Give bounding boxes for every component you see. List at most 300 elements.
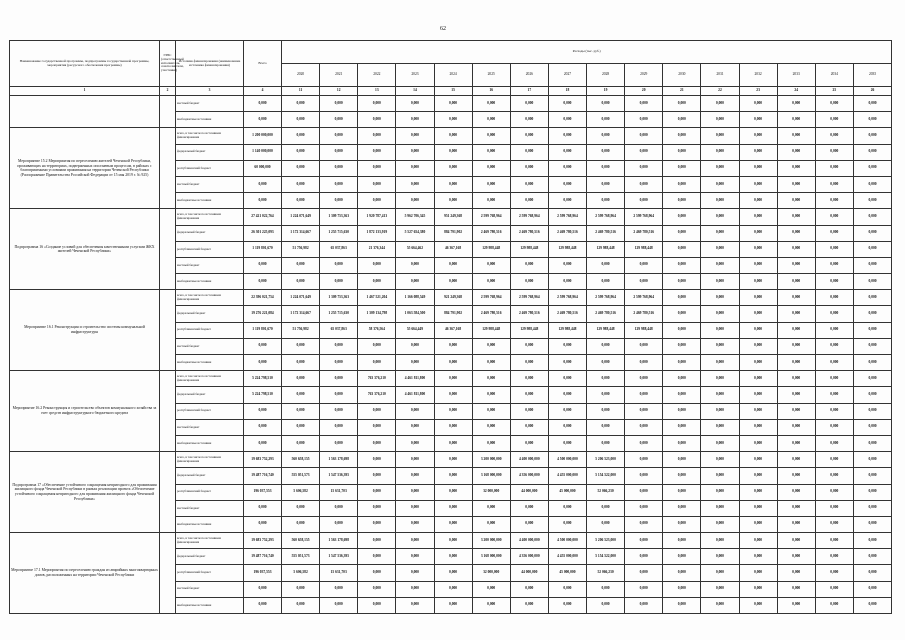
table-row (10, 452, 892, 468)
value-cell: 2 599 768,964 (510, 290, 548, 306)
value-cell: 0,000 (358, 355, 396, 371)
value-cell: 0,000 (663, 500, 701, 516)
table-row (10, 290, 892, 306)
value-cell: 0,000 (358, 581, 396, 597)
index-cell: 14 (396, 87, 434, 96)
value-cell: 0,000 (701, 516, 739, 532)
value-cell: 0,000 (510, 387, 548, 403)
value-cell: 0,000 (777, 225, 815, 241)
value-cell: 0,000 (739, 452, 777, 468)
value-cell: 0,000 (510, 403, 548, 419)
value-cell: 4 500 000,000 (548, 452, 586, 468)
total-cell: 0,000 (244, 193, 282, 209)
total-cell: 19 683 752,293 (244, 452, 282, 468)
source-cell: всего, в том числе по источникам финансирования (176, 290, 244, 306)
value-cell: 1 309 753,363 (320, 209, 358, 225)
value-cell: 2 469 780,516 (625, 306, 663, 322)
source-cell: федеральный бюджет (176, 306, 244, 322)
total-cell: 0,000 (244, 274, 282, 290)
value-cell: 0,000 (739, 193, 777, 209)
value-cell: 0,000 (739, 581, 777, 597)
value-cell: 0,000 (701, 257, 739, 273)
value-cell: 1 309 134,798 (358, 306, 396, 322)
value-cell: 2 599 768,964 (510, 209, 548, 225)
source-cell: федеральный бюджет (176, 144, 244, 160)
value-cell: 0,000 (510, 257, 548, 273)
value-cell: 0,000 (663, 403, 701, 419)
value-cell: 0,000 (434, 500, 472, 516)
value-cell: 129 988,448 (548, 322, 586, 338)
value-cell: 0,000 (434, 176, 472, 192)
value-cell: 0,000 (587, 160, 625, 176)
value-cell: 0,000 (663, 371, 701, 387)
year-header: 2034 (815, 64, 853, 87)
header-source: Источник финансирования (наименование источника финансирования) (176, 41, 244, 87)
value-cell: 0,000 (739, 160, 777, 176)
value-cell: 0,000 (853, 355, 891, 371)
value-cell: 0,000 (358, 193, 396, 209)
value-cell: 0,000 (434, 387, 472, 403)
total-cell: 5 224 798,510 (244, 371, 282, 387)
value-cell: 0,000 (625, 403, 663, 419)
value-cell: 0,000 (548, 516, 586, 532)
value-cell: 0,000 (701, 403, 739, 419)
value-cell: 0,000 (282, 435, 320, 451)
total-cell: 19 487 716,740 (244, 468, 282, 484)
value-cell: 0,000 (396, 257, 434, 273)
value-cell: 0,000 (853, 581, 891, 597)
program-name: Подпрограмма 17 «Обеспечение устойчивого сокращения непригодного для проживания жилищного фонда Чеченской Республики в рамках реализации проекта «Обеспечение устойчивого сокращения непригодного для проживания жилищного фонда Чеченской Республики» (10, 452, 160, 533)
value-cell: 0,000 (663, 128, 701, 144)
value-cell: 0,000 (434, 516, 472, 532)
value-cell: 51 756,982 (282, 241, 320, 257)
value-cell: 0,000 (777, 565, 815, 581)
value-cell: 0,000 (472, 435, 510, 451)
value-cell: 0,000 (739, 549, 777, 565)
value-cell: 0,000 (815, 371, 853, 387)
table-row (10, 209, 892, 225)
value-cell: 0,000 (396, 516, 434, 532)
page-number: 62 (440, 26, 446, 32)
value-cell: 1 255 715,630 (320, 306, 358, 322)
value-cell: 0,000 (358, 516, 396, 532)
value-cell: 0,000 (587, 112, 625, 128)
value-cell: 0,000 (396, 549, 434, 565)
value-cell: 0,000 (625, 371, 663, 387)
index-cell: 16 (472, 87, 510, 96)
value-cell: 0,000 (853, 549, 891, 565)
program-name: Мероприятие 15.2 Мероприятия по переселению жителей Чеченской Республики, проживающих на территориях, подверженных оползневым процессам, в районах с благоприятными условиями проживания на территории Чеченской Республики (Распоряжение Правительства Российской Федерации от 15 мая 2019 г. № 925) (10, 128, 160, 209)
value-cell: 0,000 (358, 435, 396, 451)
value-cell: 0,000 (815, 257, 853, 273)
value-cell: 0,000 (739, 144, 777, 160)
value-cell: 0,000 (663, 306, 701, 322)
value-cell: 4 400 000,000 (510, 452, 548, 468)
value-cell: 0,000 (358, 144, 396, 160)
value-cell: 0,000 (815, 581, 853, 597)
value-cell: 0,000 (663, 581, 701, 597)
value-cell: 0,000 (815, 468, 853, 484)
value-cell: 0,000 (815, 533, 853, 549)
value-cell: 0,000 (739, 257, 777, 273)
value-cell: 15 631,703 (320, 565, 358, 581)
value-cell: 0,000 (472, 500, 510, 516)
value-cell: 0,000 (777, 581, 815, 597)
value-cell: 0,000 (434, 549, 472, 565)
value-cell: 0,000 (739, 597, 777, 613)
value-cell: 55 664,462 (396, 241, 434, 257)
value-cell: 0,000 (548, 160, 586, 176)
value-cell: 0,000 (396, 112, 434, 128)
value-cell: 0,000 (625, 387, 663, 403)
value-cell: 0,000 (282, 387, 320, 403)
value-cell: 0,000 (282, 403, 320, 419)
index-cell: 21 (663, 87, 701, 96)
value-cell: 129 988,448 (510, 322, 548, 338)
value-cell: 129 988,448 (587, 322, 625, 338)
value-cell: 0,000 (739, 355, 777, 371)
value-cell: 2 599 768,964 (472, 209, 510, 225)
value-cell: 0,000 (853, 160, 891, 176)
value-cell: 0,000 (320, 274, 358, 290)
value-cell: 0,000 (358, 597, 396, 613)
total-cell: 22 396 021,754 (244, 290, 282, 306)
value-cell: 2 599 768,964 (625, 209, 663, 225)
total-cell: 0,000 (244, 355, 282, 371)
gbs-cell (160, 290, 176, 371)
value-cell: 0,000 (472, 355, 510, 371)
index-cell: 22 (701, 87, 739, 96)
year-header: 2035 (853, 64, 891, 87)
value-cell: 0,000 (434, 112, 472, 128)
value-cell: 0,000 (777, 435, 815, 451)
source-cell: всего, в том числе по источникам финансирования (176, 533, 244, 549)
value-cell: 45 000,000 (548, 484, 586, 500)
value-cell: 0,000 (510, 112, 548, 128)
value-cell: 0,000 (472, 176, 510, 192)
value-cell: 0,000 (663, 516, 701, 532)
value-cell: 0,000 (282, 419, 320, 435)
value-cell: 0,000 (320, 176, 358, 192)
index-cell: 19 (587, 87, 625, 96)
value-cell: 0,000 (853, 597, 891, 613)
source-cell: всего, в том числе по источникам финансирования (176, 128, 244, 144)
value-cell: 15 631,703 (320, 484, 358, 500)
value-cell: 0,000 (472, 160, 510, 176)
value-cell: 0,000 (853, 435, 891, 451)
value-cell: 0,000 (853, 387, 891, 403)
value-cell: 45 000,000 (548, 565, 586, 581)
value-cell: 0,000 (853, 565, 891, 581)
total-cell: 5 224 798,510 (244, 387, 282, 403)
value-cell: 4 461 811,800 (396, 387, 434, 403)
value-cell: 0,000 (777, 193, 815, 209)
value-cell: 0,000 (472, 274, 510, 290)
value-cell: 5 527 654,380 (396, 225, 434, 241)
program-name (10, 96, 160, 128)
value-cell: 0,000 (282, 500, 320, 516)
value-cell: 0,000 (625, 452, 663, 468)
year-header: 2025 (472, 64, 510, 87)
value-cell: 0,000 (587, 597, 625, 613)
value-cell: 951 249,368 (434, 209, 472, 225)
value-cell: 32 000,000 (472, 565, 510, 581)
value-cell: 0,000 (815, 209, 853, 225)
program-name: Мероприятие 16.2 Реконструкция и строительство объектов коммунального хозяйства за счет средств инфраструктурного бюджетного кредита (10, 371, 160, 452)
value-cell: 0,000 (739, 274, 777, 290)
value-cell: 0,000 (701, 371, 739, 387)
value-cell: 1 920 787,413 (358, 209, 396, 225)
value-cell: 0,000 (282, 96, 320, 112)
value-cell: 0,000 (625, 516, 663, 532)
value-cell: 52 066,230 (587, 484, 625, 500)
value-cell: 0,000 (510, 516, 548, 532)
total-cell: 196 037,553 (244, 565, 282, 581)
value-cell: 0,000 (853, 257, 891, 273)
value-cell: 0,000 (739, 435, 777, 451)
value-cell: 0,000 (434, 565, 472, 581)
index-cell: 2 (160, 87, 176, 96)
program-name: Мероприятие 17.1 Мероприятия по переселению граждан из аварийных многоквартирных домов, расположенных на территории Чеченской Республики (10, 533, 160, 614)
value-cell: 0,000 (663, 452, 701, 468)
value-cell: 0,000 (434, 419, 472, 435)
value-cell: 0,000 (853, 112, 891, 128)
value-cell: 0,000 (853, 290, 891, 306)
value-cell: 0,000 (701, 225, 739, 241)
total-cell: 0,000 (244, 419, 282, 435)
year-header: 2026 (510, 64, 548, 87)
value-cell: 0,000 (396, 144, 434, 160)
value-cell: 1 309 753,363 (320, 290, 358, 306)
value-cell: 0,000 (739, 565, 777, 581)
value-cell: 0,000 (396, 160, 434, 176)
value-cell: 0,000 (739, 533, 777, 549)
value-cell: 0,000 (396, 128, 434, 144)
year-header: 2023 (396, 64, 434, 87)
value-cell: 0,000 (815, 112, 853, 128)
source-cell: местный бюджет (176, 96, 244, 112)
value-cell: 0,000 (625, 257, 663, 273)
source-cell: местный бюджет (176, 257, 244, 273)
value-cell: 4 455 000,000 (548, 468, 586, 484)
total-cell: 19 487 716,740 (244, 549, 282, 565)
value-cell: 2 469 780,516 (510, 306, 548, 322)
total-cell: 27 421 022,764 (244, 209, 282, 225)
value-cell: 0,000 (701, 128, 739, 144)
total-cell: 0,000 (244, 257, 282, 273)
index-row (10, 87, 892, 96)
value-cell: 0,000 (434, 144, 472, 160)
value-cell: 65 037,863 (320, 322, 358, 338)
value-cell: 560 658,155 (282, 533, 320, 549)
value-cell: 0,000 (358, 96, 396, 112)
value-cell: 0,000 (701, 96, 739, 112)
value-cell: 921 249,368 (434, 290, 472, 306)
value-cell: 0,000 (625, 274, 663, 290)
value-cell: 0,000 (548, 144, 586, 160)
value-cell: 0,000 (396, 96, 434, 112)
total-cell: 1 119 801,670 (244, 241, 282, 257)
source-cell: местный бюджет (176, 581, 244, 597)
year-header: 2033 (777, 64, 815, 87)
value-cell: 0,000 (320, 144, 358, 160)
value-cell: 0,000 (396, 176, 434, 192)
value-cell: 0,000 (701, 241, 739, 257)
value-cell: 0,000 (701, 160, 739, 176)
value-cell: 0,000 (434, 128, 472, 144)
source-cell: местный бюджет (176, 419, 244, 435)
value-cell: 0,000 (663, 176, 701, 192)
value-cell: 0,000 (358, 565, 396, 581)
index-cell: 25 (815, 87, 853, 96)
total-cell: 0,000 (244, 581, 282, 597)
value-cell: 0,000 (815, 241, 853, 257)
total-cell: 0,000 (244, 500, 282, 516)
value-cell: 0,000 (663, 565, 701, 581)
value-cell: 0,000 (777, 274, 815, 290)
year-header: 2028 (587, 64, 625, 87)
value-cell: 0,000 (815, 322, 853, 338)
value-cell: 0,000 (434, 468, 472, 484)
value-cell: 1 224 071,649 (282, 209, 320, 225)
value-cell: 0,000 (548, 419, 586, 435)
value-cell: 0,000 (777, 355, 815, 371)
value-cell: 4 500 000,000 (548, 533, 586, 549)
value-cell: 0,000 (663, 435, 701, 451)
value-cell: 0,000 (777, 533, 815, 549)
value-cell: 0,000 (625, 597, 663, 613)
value-cell: 0,000 (853, 209, 891, 225)
value-cell: 0,000 (434, 257, 472, 273)
value-cell: 0,000 (548, 257, 586, 273)
value-cell: 0,000 (663, 387, 701, 403)
value-cell: 0,000 (510, 193, 548, 209)
index-cell: 3 (176, 87, 244, 96)
value-cell: 0,000 (701, 338, 739, 354)
value-cell: 0,000 (701, 193, 739, 209)
value-cell: 0,000 (434, 371, 472, 387)
value-cell: 0,000 (434, 193, 472, 209)
value-cell: 0,000 (815, 387, 853, 403)
value-cell: 0,000 (396, 533, 434, 549)
index-cell: 12 (320, 87, 358, 96)
value-cell: 0,000 (663, 484, 701, 500)
value-cell: 0,000 (396, 435, 434, 451)
index-cell: 13 (358, 87, 396, 96)
value-cell: 0,000 (472, 419, 510, 435)
value-cell: 3 200 000,000 (472, 533, 510, 549)
value-cell: 1 547 536,395 (320, 468, 358, 484)
value-cell: 0,000 (358, 257, 396, 273)
value-cell: 0,000 (320, 403, 358, 419)
value-cell: 2 469 780,516 (548, 306, 586, 322)
source-cell: внебюджетные источники (176, 435, 244, 451)
value-cell: 0,000 (625, 144, 663, 160)
value-cell: 0,000 (815, 484, 853, 500)
value-cell: 129 988,448 (548, 241, 586, 257)
value-cell: 0,000 (510, 274, 548, 290)
value-cell: 129 988,448 (625, 322, 663, 338)
year-header: 2032 (739, 64, 777, 87)
value-cell: 0,000 (434, 452, 472, 468)
value-cell: 0,000 (396, 419, 434, 435)
value-cell: 129 988,448 (510, 241, 548, 257)
value-cell: 0,000 (701, 112, 739, 128)
budget-table (9, 40, 892, 614)
value-cell: 0,000 (472, 144, 510, 160)
gbs-cell (160, 128, 176, 209)
value-cell: 44 000,000 (510, 565, 548, 581)
value-cell: 0,000 (472, 193, 510, 209)
total-cell: 1 200 000,000 (244, 128, 282, 144)
value-cell: 0,000 (853, 96, 891, 112)
value-cell: 0,000 (777, 338, 815, 354)
value-cell: 0,000 (320, 338, 358, 354)
value-cell: 0,000 (587, 176, 625, 192)
value-cell: 0,000 (663, 160, 701, 176)
value-cell: 0,000 (587, 338, 625, 354)
value-cell: 0,000 (320, 128, 358, 144)
value-cell: 0,000 (625, 533, 663, 549)
value-cell: 0,000 (510, 500, 548, 516)
total-cell: 1 119 801,670 (244, 322, 282, 338)
value-cell: 0,000 (853, 484, 891, 500)
value-cell: 0,000 (777, 403, 815, 419)
value-cell: 0,000 (815, 160, 853, 176)
value-cell: 0,000 (777, 241, 815, 257)
total-cell: 0,000 (244, 597, 282, 613)
value-cell: 1 255 715,630 (320, 225, 358, 241)
value-cell: 0,000 (548, 435, 586, 451)
value-cell: 0,000 (320, 387, 358, 403)
value-cell: 0,000 (587, 274, 625, 290)
value-cell: 0,000 (815, 144, 853, 160)
value-cell: 0,000 (663, 533, 701, 549)
value-cell: 0,000 (434, 533, 472, 549)
value-cell: 5 606,582 (282, 484, 320, 500)
value-cell: 0,000 (815, 403, 853, 419)
value-cell: 0,000 (853, 176, 891, 192)
value-cell: 0,000 (853, 516, 891, 532)
value-cell: 0,000 (663, 241, 701, 257)
year-header: 2029 (625, 64, 663, 87)
source-cell: республиканский бюджет (176, 322, 244, 338)
value-cell: 0,000 (510, 419, 548, 435)
value-cell: 0,000 (701, 581, 739, 597)
table-row (10, 371, 892, 387)
value-cell: 0,000 (777, 160, 815, 176)
value-cell: 0,000 (358, 419, 396, 435)
value-cell: 0,000 (472, 403, 510, 419)
value-cell: 0,000 (815, 274, 853, 290)
value-cell: 0,000 (625, 484, 663, 500)
value-cell: 0,000 (777, 387, 815, 403)
source-cell: местный бюджет (176, 176, 244, 192)
value-cell: 1 563 178,698 (320, 452, 358, 468)
value-cell: 2 469 780,516 (548, 225, 586, 241)
value-cell: 0,000 (853, 274, 891, 290)
value-cell: 0,000 (663, 322, 701, 338)
total-cell: 0,000 (244, 435, 282, 451)
value-cell: 0,000 (701, 209, 739, 225)
value-cell: 0,000 (396, 597, 434, 613)
value-cell: 0,000 (358, 274, 396, 290)
header-total: Всего (244, 41, 282, 87)
value-cell: 0,000 (434, 338, 472, 354)
value-cell: 0,000 (625, 435, 663, 451)
value-cell: 0,000 (777, 144, 815, 160)
value-cell: 0,000 (282, 371, 320, 387)
